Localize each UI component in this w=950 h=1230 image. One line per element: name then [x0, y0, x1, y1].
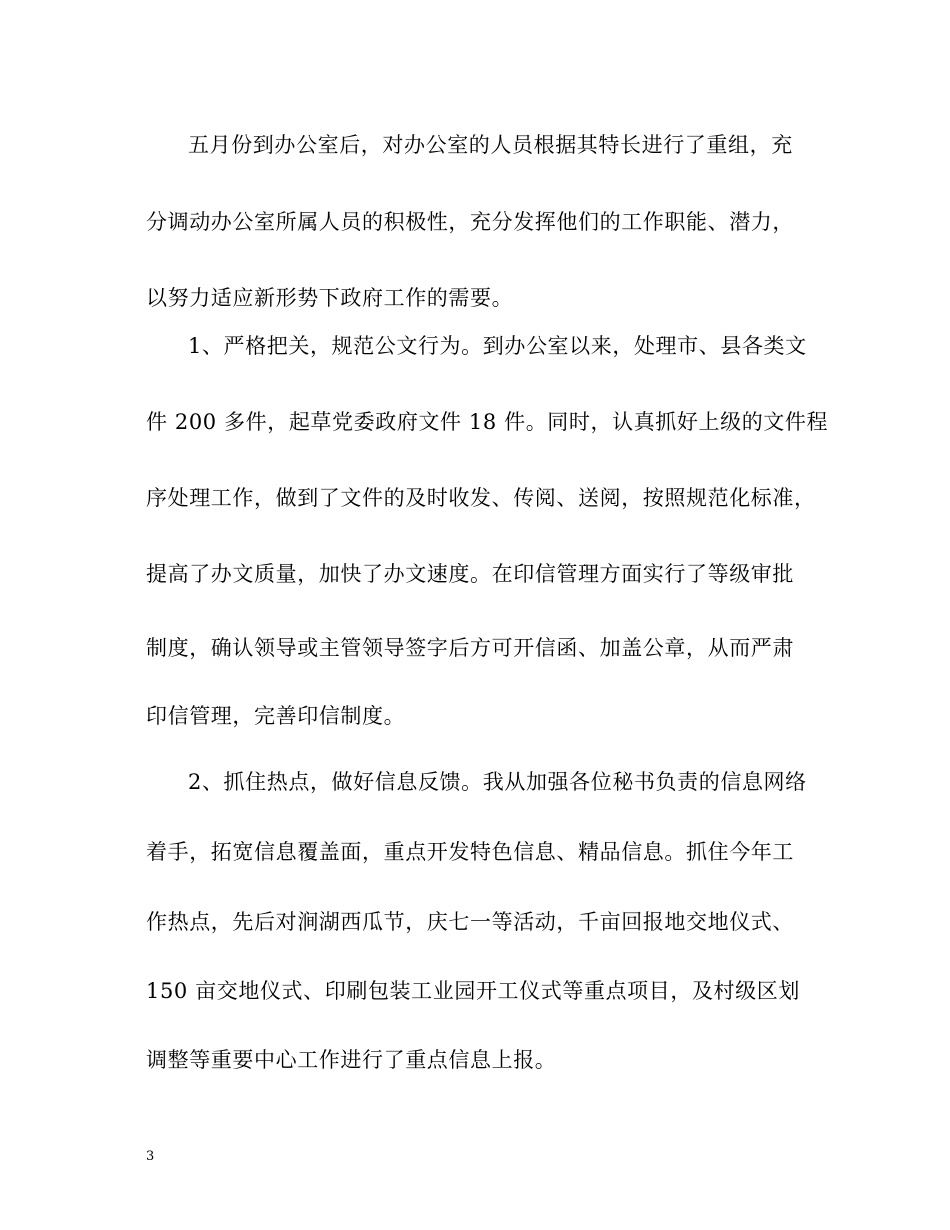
paragraph-2-line-3: 序处理工作，做到了文件的及时收发、传阅、送阅，按照规范化标准， [146, 486, 816, 510]
page-number: 3 [146, 1149, 155, 1164]
paragraph-1-line-3: 以努力适应新形势下政府工作的需要。 [146, 286, 514, 310]
paragraph-2-line-2: 件 200 多件，起草党委政府文件 18 件。同时，认真抓好上级的文件程 [146, 410, 829, 434]
paragraph-3-line-5: 调整等重要中心工作进行了重点信息上报。 [146, 1048, 557, 1072]
paragraph-1-line-2: 分调动办公室所属人员的积极性，充分发挥他们的工作职能、潜力， [146, 210, 794, 234]
paragraph-3-line-4: 150 亩交地仪式、印刷包装工业园开工仪式等重点项目，及村级区划 [146, 979, 800, 1003]
paragraph-2-line-1: 1、严格把关，规范公文行为。到办公室以来，处理市、县各类文 [188, 334, 807, 358]
paragraph-3-line-1: 2、抓住热点，做好信息反馈。我从加强各位秘书负责的信息网络 [188, 770, 807, 794]
paragraph-3-line-3: 作热点，先后对涧湖西瓜节，庆七一等活动，千亩回报地交地仪式、 [146, 910, 794, 934]
paragraph-2-line-6: 印信管理，完善印信制度。 [146, 704, 406, 728]
paragraph-2-line-5: 制度，确认领导或主管领导签字后方可开信函、加盖公章，从而严肃 [146, 636, 794, 660]
paragraph-1-line-1: 五月份到办公室后，对办公室的人员根据其特长进行了重组，充 [188, 133, 793, 157]
paragraph-3-line-2: 着手，拓宽信息覆盖面，重点开发特色信息、精品信息。抓住今年工 [146, 840, 794, 864]
paragraph-2-line-4: 提高了办文质量，加快了办文速度。在印信管理方面实行了等级审批 [146, 562, 794, 586]
